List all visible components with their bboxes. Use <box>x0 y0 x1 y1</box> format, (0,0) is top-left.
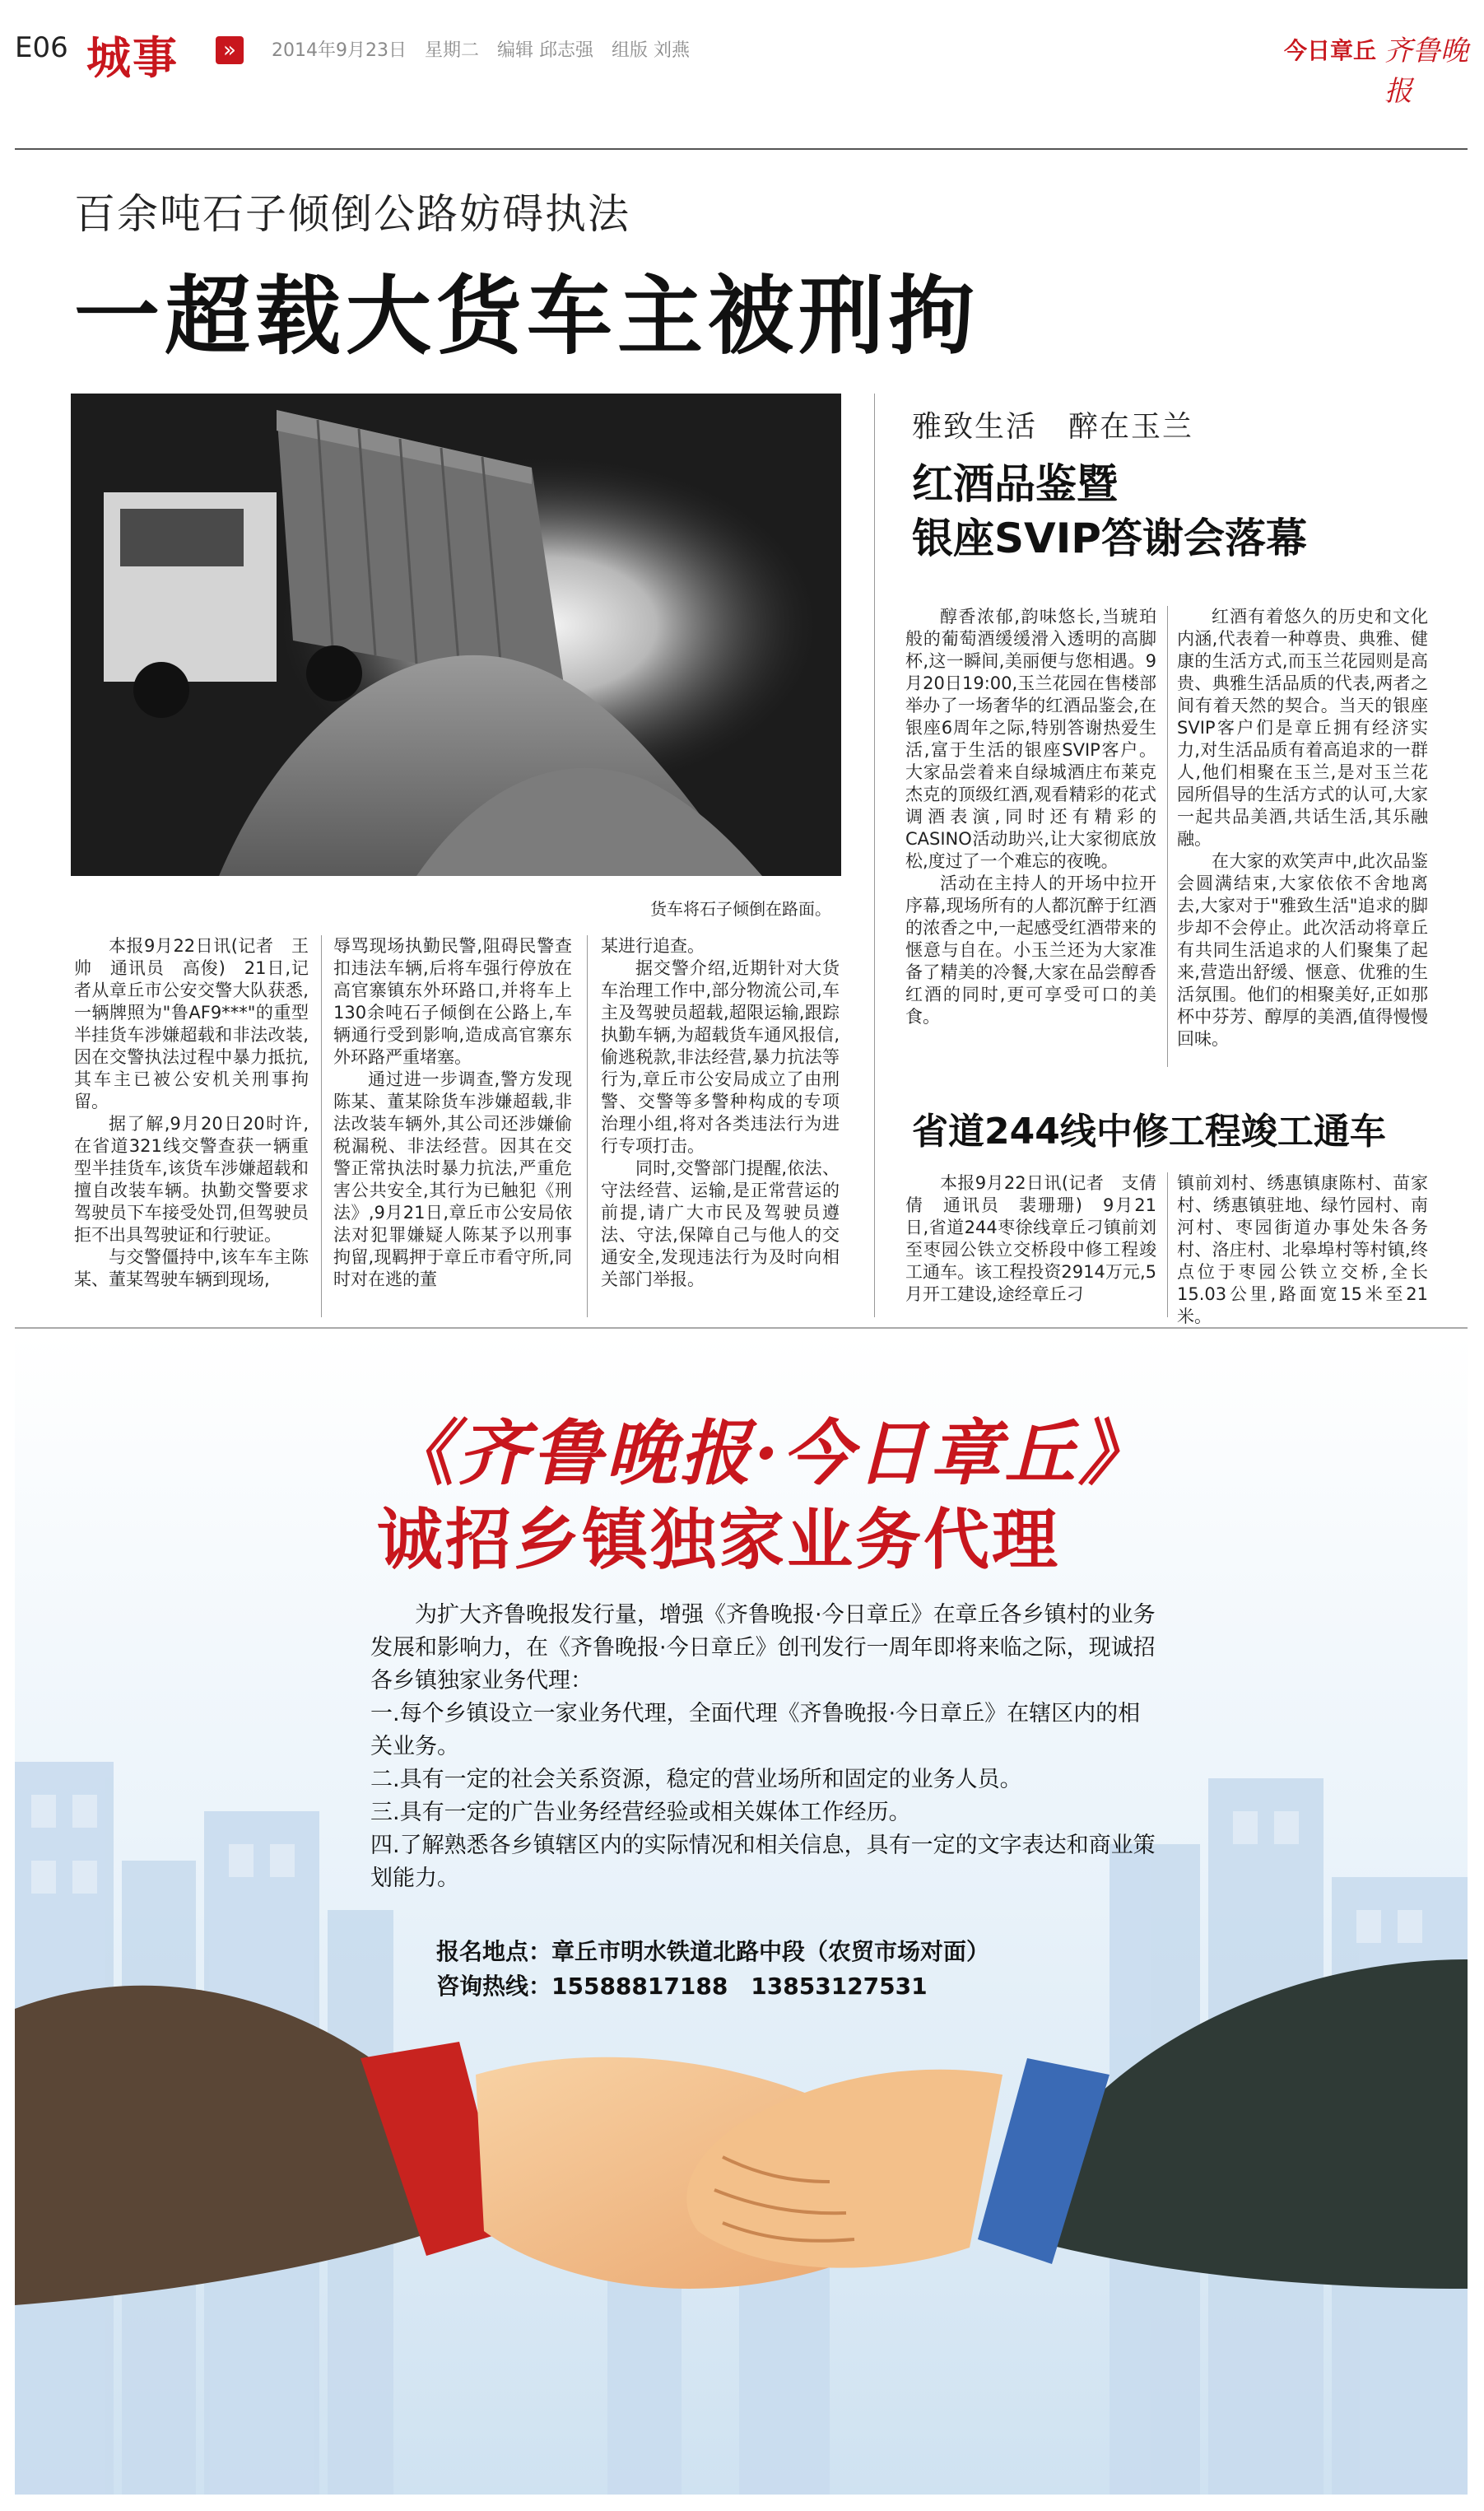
main-headline: 一超载大货车主被刑拘 <box>74 266 980 366</box>
main-kicker: 百余吨石子倾倒公路妨碍执法 <box>74 190 630 238</box>
article-paragraph: 辱骂现场执勤民警,阻碍民警查扣违法车辆,后将车强行停放在高官寨镇东外环路口,并将车上130余吨石子倾倒在公路上,车辆通行受到影响,造成高官寨东外环路严重堵塞。 <box>333 936 572 1067</box>
truck-photo-illustration <box>71 394 841 876</box>
article-paragraph: 据了解,9月20日20时许,在省道321线交警查获一辆重型半挂货车,该货车涉嫌超载和擅自改装车辆。执勤交警要求驾驶员下车接受处罚,但驾驶员拒不出具驾驶证和行驶证。 <box>74 1114 309 1245</box>
ad-subtitle: 诚招乡镇独家业务代理 <box>377 1502 1060 1578</box>
article-paragraph: 与交警僵持中,该车车主陈某、董某驾驶车辆到现场, <box>74 1247 309 1289</box>
chevron-right-icon: » <box>216 36 244 64</box>
article-paragraph: 通过进一步调查,警方发现陈某、董某除货车涉嫌超载,非法改装车辆外,其公司还涉嫌偷税漏税、非法经营。因其在交警正常执法时暴力抗法,严重危害公共安全,其行为已触犯《刑法》,9月21日,章丘市公安局依法对犯罪嫌疑人陈某予以刑事拘留,现羁押于章丘市看守所,同时对在逃的董 <box>333 1069 572 1289</box>
column-divider <box>1167 1172 1168 1317</box>
ad-requirement: 四.了解熟悉各乡镇辖区内的实际情况和相关信息，具有一定的文字表达和商业策划能力。 <box>370 1833 1156 1891</box>
page-number: E06 <box>15 31 68 64</box>
road-article-column-2 <box>1177 1172 1428 1328</box>
section-title: 城事 <box>86 32 179 84</box>
article-paragraph: 本报9月22日讯(记者 王帅 通讯员 高俊) 21日,记者从章丘市公安交警大队获悉,一辆牌照为"鲁AF9***"的重型半挂货车涉嫌超载和非法改装,因在交警执法过程中暴力抵抗,其车主已被公安机关刑事拘留。 <box>74 936 309 1111</box>
section-divider <box>15 1327 1468 1329</box>
recruitment-advertisement <box>15 1334 1468 2495</box>
ad-requirement: 三.具有一定的广告业务经营经验或相关媒体工作经历。 <box>370 1800 911 1825</box>
photo-caption: 货车将石子倾倒在路面。 <box>650 899 831 919</box>
ad-intro: 为扩大齐鲁晚报发行量，增强《齐鲁晚报·今日章丘》在章丘各乡镇村的业务发展和影响力，在《齐鲁晚报·今日章丘》创刊发行一周年即将来临之际，现诚招各乡镇独家业务代理： <box>370 1602 1156 1693</box>
wine-title-line-2: 银座SVIP答谢会落幕 <box>912 515 1307 562</box>
wine-kicker: 雅致生活 醉在玉兰 <box>912 410 1194 444</box>
article-paragraph: 在大家的欢笑声中,此次品鉴会圆满结束,大家依依不舍地离去,大家对于"雅致生活"追求的脚步却不会停止。此次活动将章丘有共同生活追求的人们聚集了起来,营造出舒缓、惬意、优雅的生活氛围。他们的相聚美好,正如那杯中芬芳、醇厚的美酒,值得慢慢回味。 <box>1177 851 1428 1049</box>
main-article-column-3 <box>601 935 840 1291</box>
column-divider <box>587 935 588 1317</box>
article-paragraph: 醇香浓郁,韵味悠长,当琥珀般的葡萄酒缓缓滑入透明的高脚杯,这一瞬间,美丽便与您相遇。9月20日19:00,玉兰花园在售楼部举办了一场奢华的红酒品鉴会,在银座6周年之际,特别答谢热爱生活,富于生活的银座SVIP客户。大家品尝着来自绿城酒庄布莱克杰克的顶级红酒,观看精彩的花式调酒表演,同时还有精彩的CASINO活动助兴,让大家彻底放松,度过了一个难忘的夜晚。 <box>905 607 1156 871</box>
main-article-column-1 <box>74 935 309 1291</box>
article-paragraph: 本报9月22日讯(记者 支倩倩 通讯员 裴珊珊) 9月21日,省道244枣徐线章丘刁镇前刘至枣园公铁立交桥段中修工程竣工通车。该工程投资2914万元,5月开工建设,途经章丘刁 <box>905 1173 1156 1304</box>
ad-body <box>370 1599 1161 1895</box>
ad-contact <box>436 1935 989 2004</box>
article-paragraph: 某进行追查。 <box>601 936 705 956</box>
header-meta: 2014年9月23日 星期二 编辑 邱志强 组版 刘燕 <box>272 40 690 61</box>
article-paragraph: 同时,交警部门提醒,依法、守法经营、运输,是正常营运的前提,请广大市民及驾驶员遵法、守法,保障自己与他人的交通安全,发现违法行为及时向相关部门举报。 <box>601 1158 840 1289</box>
ad-location: 报名地点：章丘市明水铁道北路中段（农贸市场对面） <box>436 1938 990 1965</box>
road-article-column-1 <box>905 1172 1156 1306</box>
article-paragraph: 镇前刘村、绣惠镇康陈村、苗家村、绣惠镇驻地、绿竹园村、南河村、枣园街道办事处朱各务村、洛庄村、北皋埠村等村镇,终点位于枣园公铁立交桥,全长15.03公里,路面宽15米至21米。 <box>1177 1173 1428 1326</box>
wine-title-line-1: 红酒品鉴暨 <box>912 460 1118 508</box>
ad-hotline: 咨询热线：15588817188 13853127531 <box>436 1973 928 2000</box>
column-divider <box>1167 606 1168 1067</box>
column-divider <box>321 935 322 1317</box>
column-divider <box>874 394 875 1317</box>
wine-article-column-1 <box>905 606 1156 1028</box>
edition-name: 今日章丘 <box>1284 37 1377 64</box>
article-paragraph: 据交警介绍,近期针对大货车治理工作中,部分物流公司,车主及驾驶员超载,超限运输,跟踪执勤车辆,为超载货车通风报信,偷逃税款,非法经营,暴力抗法等行为,章丘市公安局成立了由刑警、交警等多警种构成的专项治理小组,将对各类违法行为进行专项打击。 <box>601 958 840 1156</box>
ad-title: 《齐鲁晚报·今日章丘》 <box>384 1412 1152 1495</box>
truck-photo <box>71 394 841 876</box>
paper-logo: 齐鲁晚报 <box>1384 35 1468 108</box>
ad-requirement: 一.每个乡镇设立一家业务代理，全面代理《齐鲁晚报·今日章丘》在辖区内的相关业务。 <box>370 1701 1141 1759</box>
ad-requirement: 二.具有一定的社会关系资源，稳定的营业场所和固定的业务人员。 <box>370 1767 1022 1792</box>
article-paragraph: 活动在主持人的开场中拉开序幕,现场所有的人都沉醉于红酒的浓香之中,一起感受红酒带来的惬意与自在。小玉兰还为大家准备了精美的冷餐,大家在品尝醇香红酒的同时,更可享受可口的美食。 <box>905 873 1156 1027</box>
article-paragraph: 红酒有着悠久的历史和文化内涵,代表着一种尊贵、典雅、健康的生活方式,而玉兰花园则是高贵、典雅生活品质的代表,两者之间有着天然的契合。当天的银座SVIP客户们是章丘拥有经济实力,对生活品质有着高追求的一群人,他们相聚在玉兰,是对玉兰花园所倡导的生活方式的认可,大家一起共品美酒,共话生活,其乐融融。 <box>1177 607 1428 849</box>
header-divider <box>15 148 1468 150</box>
road-article-title: 省道244线中修工程竣工通车 <box>912 1111 1386 1153</box>
main-article-column-2 <box>333 935 572 1291</box>
wine-article-column-2 <box>1177 606 1428 1051</box>
